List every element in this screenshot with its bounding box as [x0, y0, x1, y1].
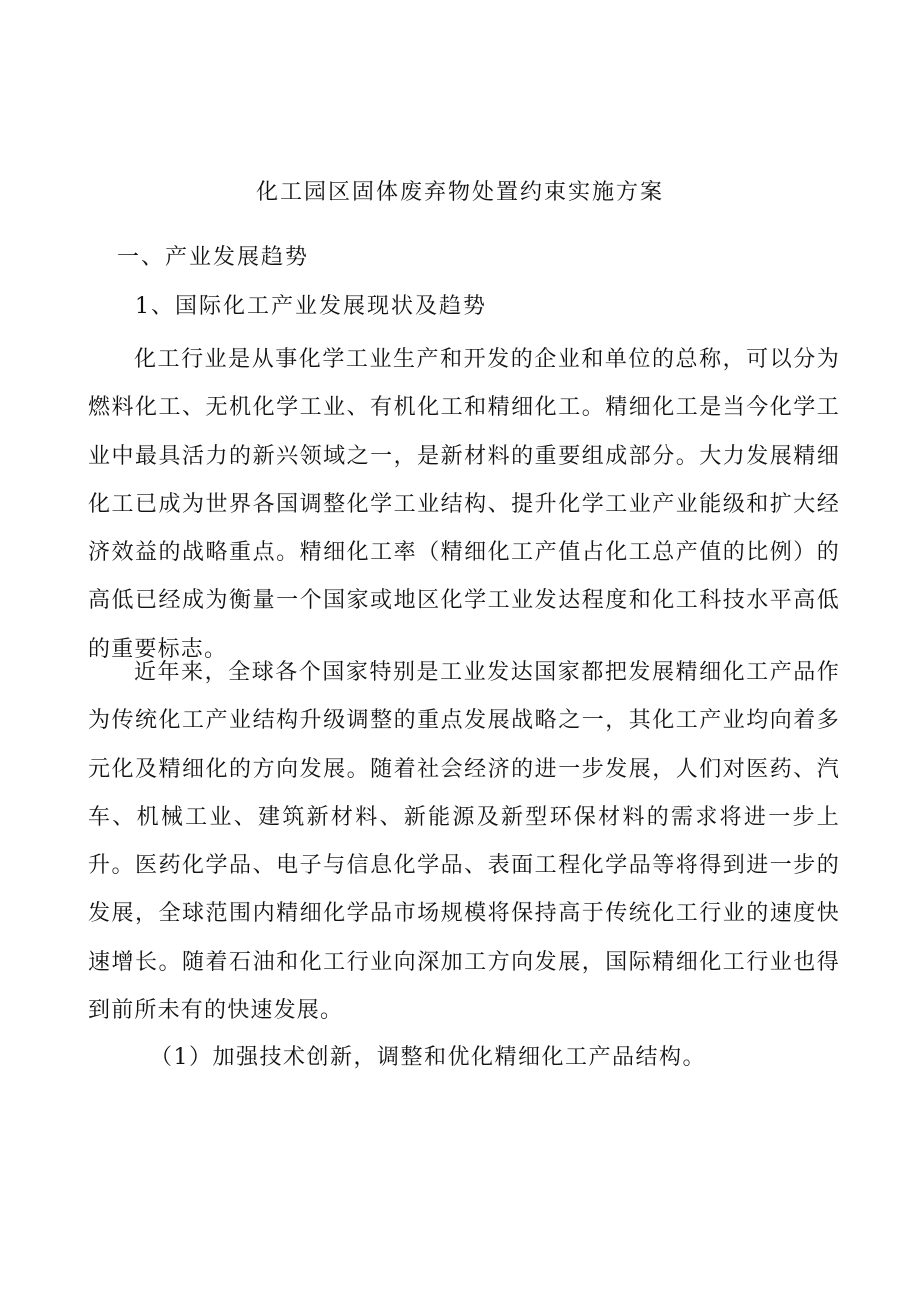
sub-item-heading: （1）加强技术创新，调整和优化精细化工产品结构。 — [150, 1045, 706, 1070]
body-paragraph: 近年来，全球各个国家特别是工业发达国家都把发展精细化工产品作为传统化工产业结构升级调整的重点发展战略之一，其化工产业均向着多元化及精细化的方向发展。随着社会经济的进一步发展，人们对医药、汽车、机械工业、建筑新材料、新能源及新型环保材料的需求将进一步上升。医药化学品、电子与信息化学品、表面工程化学品等将得到进一步的发展，全球范围内精细化学品市场规模将保持高于传统化工行业的速度快速增长。随着石油和化工行业向深加工方向发展，国际精细化工行业也得到前所未有的快速发展。 — [88, 660, 840, 1024]
subsection-heading: 1、国际化工产业发展现状及趋势 — [135, 294, 487, 319]
document-title: 化工园区固体废弃物处置约束实施方案 — [255, 180, 664, 205]
body-paragraph: 化工行业是从事化学工业生产和开发的企业和单位的总称，可以分为燃料化工、无机化学工业、有机化工和精细化工。精细化工是当今化学工业中最具活力的新兴领域之一，是新材料的重要组成部分。大力发展精细化工已成为世界各国调整化学工业结构、提升化学工业产业能级和扩大经济效益的战略重点。精细化工率（精细化工产值占化工总产值的比例）的高低已经成为衡量一个国家或地区化学工业发达程度和化工科技水平高低的重要标志。 — [88, 347, 840, 662]
section-heading: 一、产业发展趋势 — [117, 245, 310, 270]
